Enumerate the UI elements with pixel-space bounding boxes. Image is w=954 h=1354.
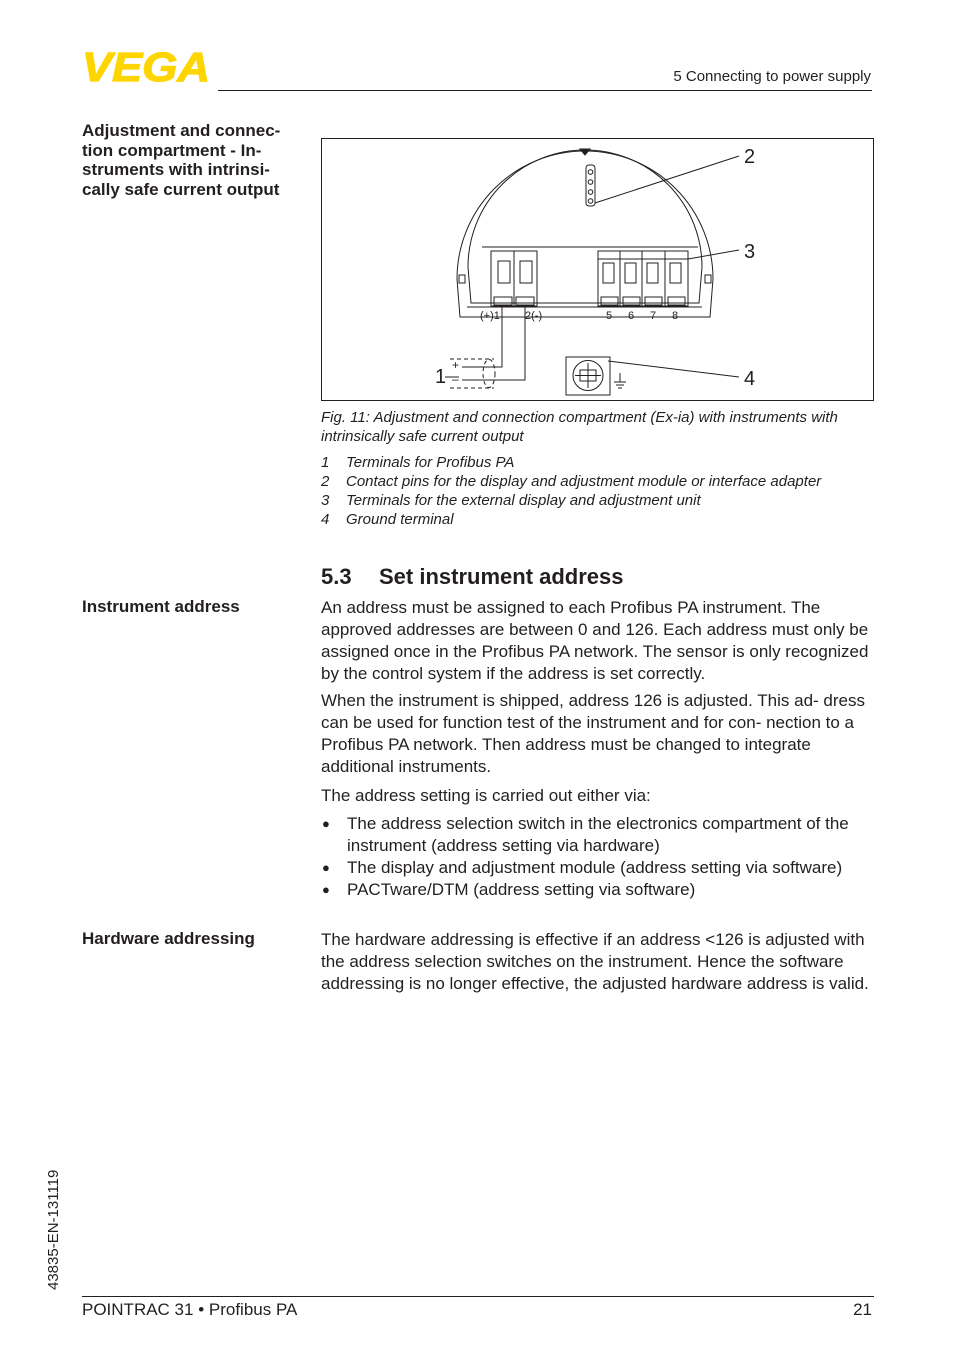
running-header: 5 Connecting to power supply [673,68,871,85]
side-heading-instrument-address: Instrument address [82,597,240,616]
section-number: 5.3 [321,564,352,589]
vega-logo [82,50,212,84]
footer-rule [82,1296,874,1297]
mount-hole-right [705,275,711,283]
legend-number: 1 [321,454,330,471]
plus-sign: + [452,358,460,372]
bullet-icon: ● [322,816,330,831]
terminal-label-7: 7 [650,310,657,322]
legend-number: 2 [321,473,330,490]
section-title: Set instrument address [379,564,624,589]
leader-3 [688,250,739,259]
bullet-icon: ● [322,882,330,897]
side-heading-hardware-addressing: Hardware addressing [82,929,255,948]
ground-symbol [614,373,626,388]
paragraph: The address setting is carried out either via: [321,786,651,805]
legend-item [321,491,874,510]
legend-text: Contact pins for the display and adjustment module or interface adapter [346,473,822,490]
side-heading-compartment: Adjustment and connec- tion compartment - In- struments with intrinsi- cally safe current output [82,121,281,199]
callout-2: 2 [744,146,756,168]
housing-inner [468,150,702,303]
figure-connection-compartment [321,138,874,401]
legend-item [321,453,874,472]
terminal-label-8: 8 [672,310,679,322]
figure-caption: Fig. 11: Adjustment and connection compartment (Ex-ia) with instruments with intrinsically safe current output [321,409,838,445]
figure-legend [321,453,874,529]
callout-1: 1 [435,366,447,388]
bullet-list [321,813,874,901]
section-heading [321,564,624,590]
logo-text: VEGA [82,50,210,84]
leader-4 [608,361,739,377]
callout-3: 3 [744,241,756,263]
compartment-drawing [322,139,875,402]
legend-text: Terminals for the external display and adjustment unit [346,492,701,509]
document-number: 43835-EN-131119 [45,1169,62,1290]
leader-2 [595,156,739,203]
paragraph: An address must be assigned to each Profibus PA instrument. The approved addresses are between 0 and 126. Each address must only be assigned once in the Profibus PA network. The sensor is only recognized by the control system if the address is set correctly. [321,598,869,683]
bullet-icon: ● [322,860,330,875]
legend-item [321,510,874,529]
list-item-text: The address selection switch in the electronics compartment of the instrument (address setting via hardware) [347,814,849,855]
page-number: 21 [853,1300,872,1319]
list-item-text: PACTware/DTM (address setting via software) [347,880,696,899]
header-rule [218,90,872,91]
list-item [321,857,874,879]
legend-text: Ground terminal [346,511,454,528]
footer-product: POINTRAC 31 • Profibus PA [82,1300,298,1319]
housing-outline [457,151,713,317]
list-item [321,879,874,901]
terminal-label-5: 5 [606,310,613,322]
terminal-label-6: 6 [628,310,635,322]
legend-item [321,472,874,491]
minus-sign: – [452,372,459,386]
contact-pins [586,165,595,206]
terminal-label-plus: (+)1 [480,310,500,322]
legend-number: 3 [321,492,330,509]
callout-4: 4 [744,368,756,390]
paragraph: The hardware addressing is effective if an address <126 is adjusted with the address selection switches on the instrument. Hence the software addressing is no longer effective, the adjusted hardware address is valid. [321,930,869,993]
paragraph: When the instrument is shipped, address 126 is adjusted. This ad- dress can be used for function test of the instrument and for con- nection to a Profibus PA network. Then address must be changed to integrate additional instruments. [321,691,865,776]
terminal-label-minus: 2(-) [525,310,543,322]
mount-hole-left [459,275,465,283]
list-item [321,813,874,857]
legend-text: Terminals for Profibus PA [346,454,515,471]
legend-number: 4 [321,511,330,528]
list-item-text: The display and adjustment module (address setting via software) [347,858,843,877]
